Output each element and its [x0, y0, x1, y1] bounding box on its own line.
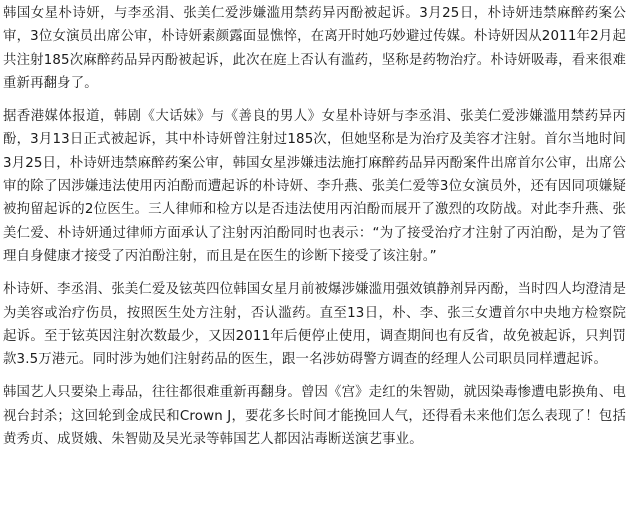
article-paragraph-3: 朴诗妍、李丞涓、张美仁爱及铉英四位韩国女星月前被爆涉嫌滥用强效镇静剂异丙酚，当时四人均澄清是为美容或治疗伤员，按照医生处方注射，否认滥药。直至13日，朴、李、张三女遭首尔中央地方检察院起诉。至于铉英因注射次数最少，又因2011年后便停止使用，调查期间也有反省，故免被起诉，只判罚款3.5万港元。同时涉为她们注射药品的医生，跟一名涉妨碍警方调查的经理人公司职员同样遭起诉。	[3, 282, 626, 368]
article-paragraph-2: 据香港媒体报道，韩剧《大话妹》与《善良的男人》女星朴诗妍与李丞涓、张美仁爱涉嫌滥用禁药异丙酚，3月13日正式被起诉，其中朴诗妍曾注射过185次，但她坚称是为治疗及美容才注射。首尔当地时间3月25日，朴诗妍违禁麻醉药案公审，韩国女星涉嫌违法施打麻醉药品异丙酚案件出席首尔公审，出席公审的除了因涉嫌违法使用丙泊酚而遭起诉的朴诗妍、李升燕、张美仁爱等3位女演员外，还有因同项嫌疑被拘留起诉的2位医生。三人律师和检方以是否违法使用丙泊酚而展开了激烈的攻防战。对此李升燕、张美仁爱、朴诗妍通过律师方面承认了注射丙泊酚同时也表示：“为了接受治疗才注射了丙泊酚，是为了管理自身健康才接受了丙泊酚注射，而且是在医生的诊断下接受了该注射。”	[3, 109, 626, 264]
article-paragraph-4: 韩国艺人只要染上毒品，往往都很难重新再翻身。曾因《宫》走红的朱智勋，就因染毒惨遭电影换角、电视台封杀；这回轮到金成民和Crown J，要花多长时间才能挽回人气，还得看未来他们怎么表现了！包括黄秀贞、成贤娥、朱智勋及吴光录等韩国艺人都因沾毒断送演艺事业。	[3, 385, 626, 448]
article-paragraph-1: 韩国女星朴诗妍，与李丞涓、张美仁爱涉嫌滥用禁药异丙酚被起诉。3月25日，朴诗妍违禁麻醉药案公审，3位女演员出席公审，朴诗妍素颜露面显憔悴，在离开时她巧妙避过传媒。朴诗妍因从2011年2月起共注射185次麻醉药品异丙酚被起诉，此次在庭上否认有滥药，坚称是药物治疗。朴诗妍吸毒，看来很难重新再翻身了。	[3, 6, 626, 91]
